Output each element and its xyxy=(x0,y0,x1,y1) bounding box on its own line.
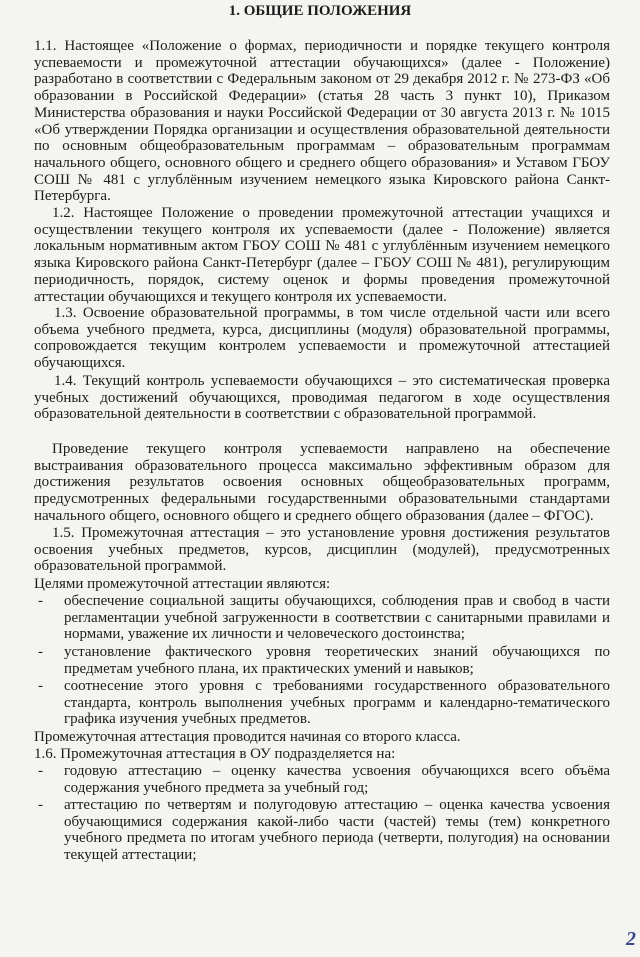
paragraph-1-5: 1.5. Промежуточная аттестация – это установление уровня достижения результатов освоения учебных предметов, курсов, дисциплин (модулей), предусмотренных образовательной программой. xyxy=(34,525,610,575)
list-dash: - xyxy=(38,593,43,609)
goal-item-1: обеспечение социальной защиты обучающихся, соблюдения прав и свобод в части регламентации учебной загруженности в соответствии с санитарными правилами и нормами, уважение их личности и человеческого достоинства; xyxy=(64,593,610,643)
paragraph-1-1: 1.1. Настоящее «Положение о формах, периодичности и порядке текущего контроля успеваемости и промежуточной аттестации обучающихся» (далее - Положение) разработано в соответствии с Федеральным законом от 29 декабря 2012 г. № 273-ФЗ «Об образовании в Российской Федерации» (статья 28 часть 3 пункт 10), Приказом Министерства образования и науки Российской Федерации от 30 августа 2013 г. № 1015 «Об утверждении Порядка организации и осуществления образовательной деятельности по основным общеобразовательным программам – образовательным программам начального общего, основного общего и среднего общего образования» и Уставом ГБОУ СОШ № 481 с углублённым изучением немецкого языка Кировского района Санкт-Петербурга. xyxy=(34,38,610,205)
list-dash: - xyxy=(38,644,43,660)
list-dash: - xyxy=(38,678,43,694)
page-number: 2 xyxy=(626,928,636,950)
paragraph-1-2: 1.2. Настоящее Положение о проведении промежуточной аттестации учащихся и осуществлении текущего контроля их успеваемости (далее - Положение) является локальным нормативным актом ГБОУ СОШ № 481 с углублённым изучением немецкого языка Кировского района Санкт-Петербург (далее – ГБОУ СОШ № 481), регулирующим периодичность, порядок, систему оценок и формы проведения промежуточной аттестации обучающихся и текущего контроля их успеваемости. xyxy=(34,205,610,305)
section-title: 1. ОБЩИЕ ПОЛОЖЕНИЯ xyxy=(228,3,412,19)
paragraph-purpose: Проведение текущего контроля успеваемости направлено на обеспечение выстраивания образовательного процесса максимально эффективным образом для достижения результатов освоения основных общеобразовательных программ, предусмотренных федеральными государственными образовательными стандартами начального общего, основного общего и среднего общего образования (далее – ФГОС). xyxy=(34,441,610,524)
list-dash: - xyxy=(38,797,43,813)
goals-intro: Целями промежуточной аттестации являются: xyxy=(34,576,331,592)
list-dash: - xyxy=(38,763,43,779)
paragraph-1-4: 1.4. Текущий контроль успеваемости обучающихся – это систематическая проверка учебных достижений обучающихся, проводимая педагогом в ходе осуществления образовательной деятельности в соответствии с образовательной программой. xyxy=(34,373,610,423)
from-second-grade: Промежуточная аттестация проводится начиная со второго класса. xyxy=(34,729,461,745)
type-item-2: аттестацию по четвертям и полугодовую аттестацию – оценка качества усвоения обучающимися содержания какой-либо части (частей) темы (тем) конкретного учебного предмета по итогам учебного периода (четверти, полугодия) на основании текущей аттестации; xyxy=(64,797,610,864)
goal-item-2: установление фактического уровня теоретических знаний обучающихся по предметам учебного плана, их практических умений и навыков; xyxy=(64,644,610,677)
paragraph-1-3: 1.3. Освоение образовательной программы, в том числе отдельной части или всего объема учебного предмета, курса, дисциплины (модуля) образовательной программы, сопровождается текущим контролем успеваемости и промежуточной аттестацией обучающихся. xyxy=(34,305,610,372)
paragraph-1-6: 1.6. Промежуточная аттестация в ОУ подразделяется на: xyxy=(34,746,396,762)
goal-item-3: соотнесение этого уровня с требованиями государственного образовательного стандарта, контроль выполнения учебных программ и календарно-тематического графика изучения учебных предметов. xyxy=(64,678,610,728)
type-item-1: годовую аттестацию – оценку качества усвоения обучающихся всего объёма содержания учебного предмета за учебный год; xyxy=(64,763,610,796)
